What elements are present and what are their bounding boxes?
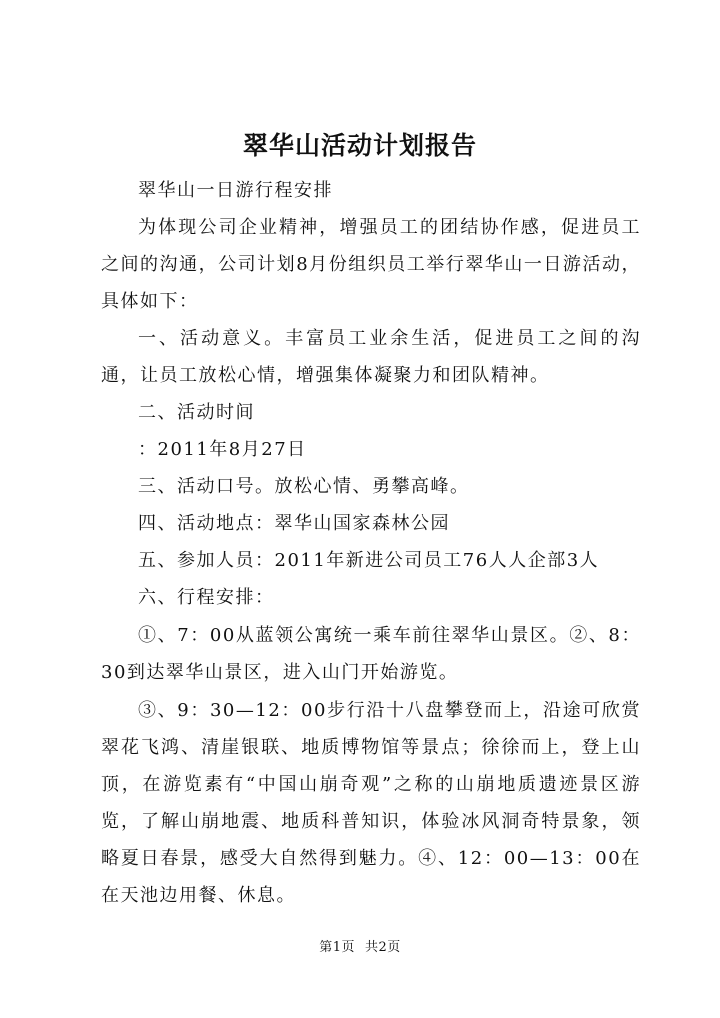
paragraph-significance: 一、活动意义。丰富员工业余生活，促进员工之间的沟通，让员工放松心情，增强集体凝聚力和团队精神。 — [101, 328, 641, 386]
paragraph-itinerary-heading: 六、行程安排： — [138, 587, 275, 608]
page-title: 翠华山活动计划报告 — [242, 131, 477, 160]
paragraph-time-heading: 二、活动时间 — [138, 402, 255, 423]
paragraph-participants: 五、参加人员：2011年新进公司员工76人人企部3人 — [138, 550, 600, 571]
paragraph-itinerary-2: ③、9：30—12：00步行沿十八盘攀登而上，沿途可欣赏翠花飞鸿、清崖银联、地质博物馆等景点；徐徐而上，登上山顶，在游览素有“中国山崩奇观”之称的山崩地质遗迹景区游览，了解山崩地震、地质科普知识，体验冰风洞奇特景象，领略夏日春景，感受大自然得到魅力。④、12：00—13：00在在天池边用餐、休息。 — [101, 700, 641, 906]
page-number: 第1页 — [319, 940, 355, 955]
paragraph-intro: 为体现公司企业精神，增强员工的团结协作感，促进员工之间的沟通，公司计划8月份组织员工举行翠华山一日游活动，具体如下： — [101, 217, 641, 312]
page-total: 共2页 — [365, 940, 401, 955]
paragraph-location: 四、活动地点：翠华山国家森林公园 — [138, 513, 450, 534]
page-footer — [0, 938, 720, 958]
document-body — [101, 172, 641, 914]
paragraph-itinerary-1: ①、7：00从蓝领公寓统一乘车前往翠华山景区。②、8：30到达翠华山景区，进入山门开始游览。 — [101, 625, 641, 683]
paragraph-time-value: ：2011年8月27日 — [138, 439, 307, 460]
paragraph-subtitle: 翠华山一日游行程安排 — [138, 180, 333, 201]
paragraph-slogan: 三、活动口号。放松心情、勇攀高峰。 — [138, 476, 470, 497]
